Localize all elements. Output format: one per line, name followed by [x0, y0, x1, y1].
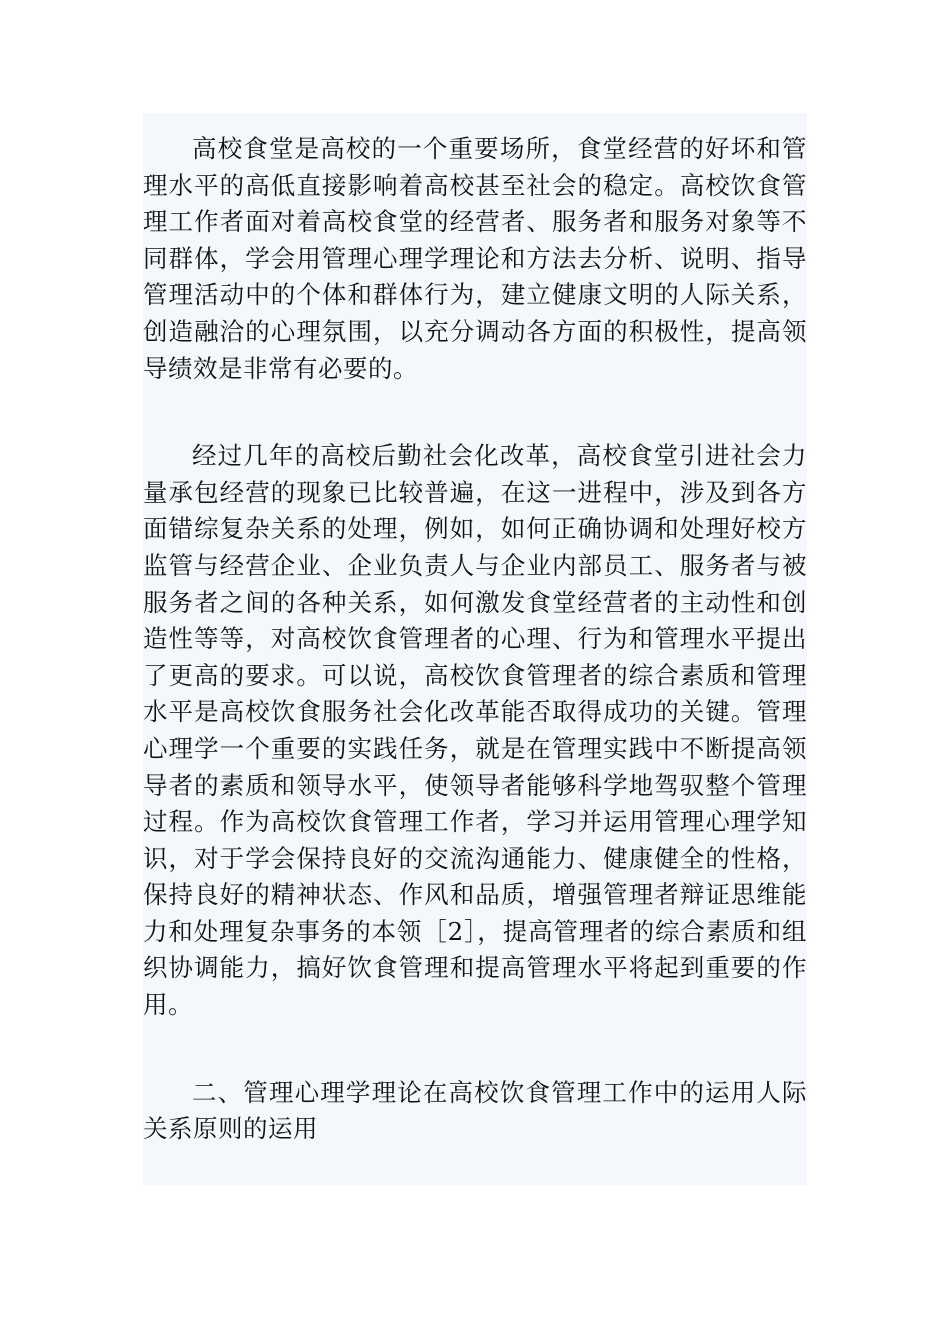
- section-heading: 二、管理心理学理论在高校饮食管理工作中的运用人际关系原则的运用: [143, 1077, 807, 1144]
- paragraph-spacer: [143, 387, 807, 438]
- document-text-block: [143, 113, 807, 1185]
- paragraph-reform: 经过几年的高校后勤社会化改革，高校食堂引进社会力量承包经营的现象已比较普遍，在这一进程中，涉及到各方面错综复杂关系的处理，例如，如何正确协调和处理好校方监管与经营企业、企业负责人与企业内部员工、服务者与被服务者之间的各种关系，如何激发食堂经营者的主动性和创造性等等，对高校饮食管理者的心理、行为和管理水平提出了更高的要求。可以说，高校饮食管理者的综合素质和管理水平是高校饮食服务社会化改革能否取得成功的关键。管理心理学一个重要的实践任务，就是在管理实践中不断提高领导者的素质和领导水平，使领导者能够科学地驾驭整个管理过程。作为高校饮食管理工作者，学习并运用管理心理学知识，对于学会保持良好的交流沟通能力、健康健全的性格，保持良好的精神状态、作风和品质，增强管理者辩证思维能力和处理复杂事务的本领［2］，提高管理者的综合素质和组织协调能力，搞好饮食管理和提高管理水平将起到重要的作用。: [143, 441, 807, 1020]
- paragraph-intro: 高校食堂是高校的一个重要场所，食堂经营的好坏和管理水平的高低直接影响着高校甚至社会的稳定。高校饮食管理工作者面对着高校食堂的经营者、服务者和服务对象等不同群体，学会用管理心理学理论和方法去分析、说明、指导管理活动中的个体和群体行为，建立健康文明的人际关系，创造融洽的心理氛围，以充分调动各方面的积极性，提高领导绩效是非常有必要的。: [143, 134, 807, 383]
- paragraph-spacer: [143, 1024, 807, 1075]
